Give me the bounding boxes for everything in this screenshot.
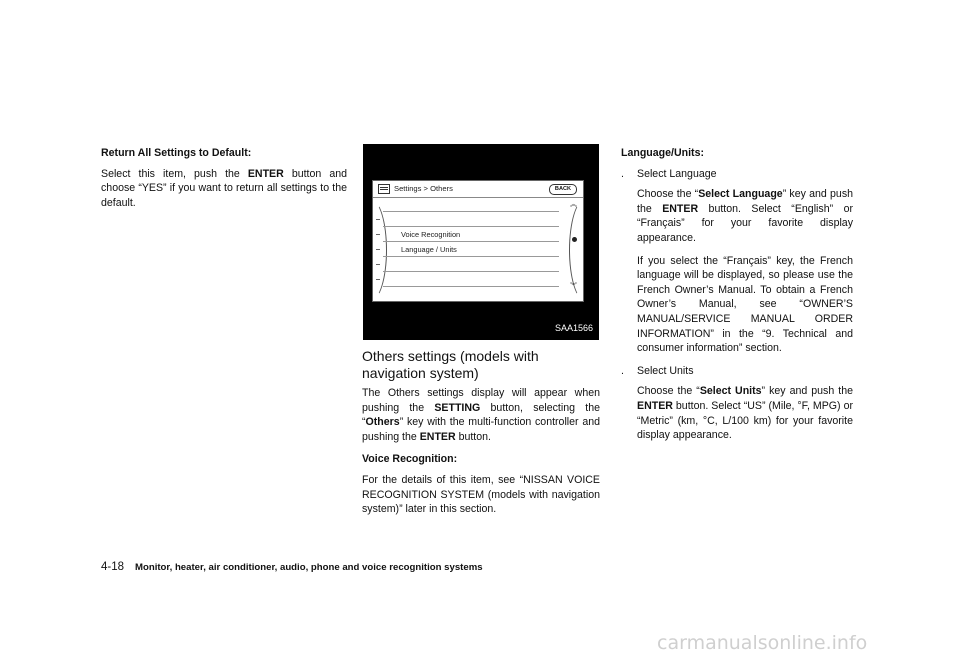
bullet-label: Select Units [637, 364, 694, 377]
text-run: button. Select “US” (Mile, °F, MPG) or “Metric” (km, °C, L/100 km) for your favorite display appearance. [637, 399, 853, 442]
language-units-heading: Language/Units: [621, 147, 704, 159]
left-column [101, 146, 347, 218]
text-run: Select this item, push the [101, 167, 248, 180]
section-title: Others settings (models with navigation system) [362, 348, 539, 381]
dial-tick [376, 279, 380, 280]
text-run: button and choose “YES” if you want to return all settings to the default. [101, 167, 347, 209]
text-run: ” key and push the [761, 385, 853, 398]
text-run: ” key with the multi-function controller and pushing the [362, 416, 600, 443]
back-button: BACK [549, 184, 577, 195]
text-run: Choose the “ [637, 188, 699, 201]
enter-keyword: ENTER [637, 399, 673, 412]
dial-tick [376, 249, 380, 250]
text-run: button, selecting the “ [362, 401, 600, 429]
voice-recognition-paragraph: For the details of this item, see “NISSAN VOICE RECOGNITION SYSTEM (models with navigation system)” later in this section. [362, 473, 600, 516]
text-run: The Others settings display will appear when pushing the [362, 387, 600, 414]
enter-keyword: ENTER [419, 430, 456, 443]
others-settings-figure [363, 144, 599, 340]
return-defaults-heading: Return All Settings to Default: [101, 147, 252, 159]
menu-separator [383, 211, 559, 212]
chapter-title: Monitor, heater, air conditioner, audio, phone and voice recognition systems [134, 562, 483, 573]
middle-column [362, 144, 600, 525]
others-settings-paragraph [362, 386, 600, 444]
menu-separator [383, 241, 559, 242]
text-run: button. [455, 430, 491, 443]
enter-keyword: ENTER [247, 167, 284, 180]
page-number: 4-18 [101, 561, 125, 573]
text-run: ” key and push the [637, 188, 854, 215]
scroll-up-icon: ︽ [570, 201, 577, 208]
settings-screen-icon [378, 184, 390, 194]
screen-title: Settings > Others [394, 184, 453, 193]
setting-keyword: SETTING [434, 401, 481, 414]
voice-recognition-heading: Voice Recognition: [362, 453, 458, 466]
text-run: Choose the “ [637, 385, 700, 398]
screen-titlebar [373, 181, 583, 198]
menu-separator [383, 256, 559, 257]
enter-keyword: ENTER [662, 202, 699, 215]
dial-tick [376, 264, 380, 265]
dial-tick [376, 234, 380, 235]
list-item [621, 364, 853, 379]
others-keyword: Others [365, 416, 400, 429]
scroll-down-icon: ︾ [570, 283, 577, 290]
select-units-keyword: Select Units [699, 385, 762, 398]
right-column [621, 146, 853, 451]
menu-separator [383, 271, 559, 272]
bullet-icon: . [621, 167, 624, 180]
select-language-keyword: Select Language [698, 188, 783, 201]
watermark-text: carmanualsonline.info [657, 632, 868, 654]
figure-code: SAA1566 [554, 323, 593, 334]
page-footer [101, 561, 483, 573]
list-item [621, 167, 853, 182]
bullet-label: Select Language [637, 167, 717, 180]
french-manual-paragraph: If you select the “Français” key, the French language will be displayed, so please use the French Owner’s Manual. To obtain a French Owner’s Manual, see “OWNER’S MANUAL/SERVICE MANUAL ORDER INFORMATION” in the “9. Technical and consumer information” section. [637, 254, 853, 355]
return-defaults-paragraph [101, 167, 347, 211]
select-language-paragraph [621, 187, 853, 245]
scroll-position-icon [572, 237, 577, 242]
select-units-paragraph [621, 384, 853, 442]
menu-item-voice-recognition: Voice Recognition [401, 230, 461, 239]
menu-item-language-units: Language / Units [401, 245, 457, 254]
dial-tick [376, 219, 380, 220]
text-run: button. Select “English” or “Français” for your favorite display appearance. [637, 202, 853, 244]
menu-separator [383, 286, 559, 287]
bullet-icon: . [621, 364, 624, 377]
display-screen [372, 180, 584, 302]
menu-separator [383, 226, 559, 227]
